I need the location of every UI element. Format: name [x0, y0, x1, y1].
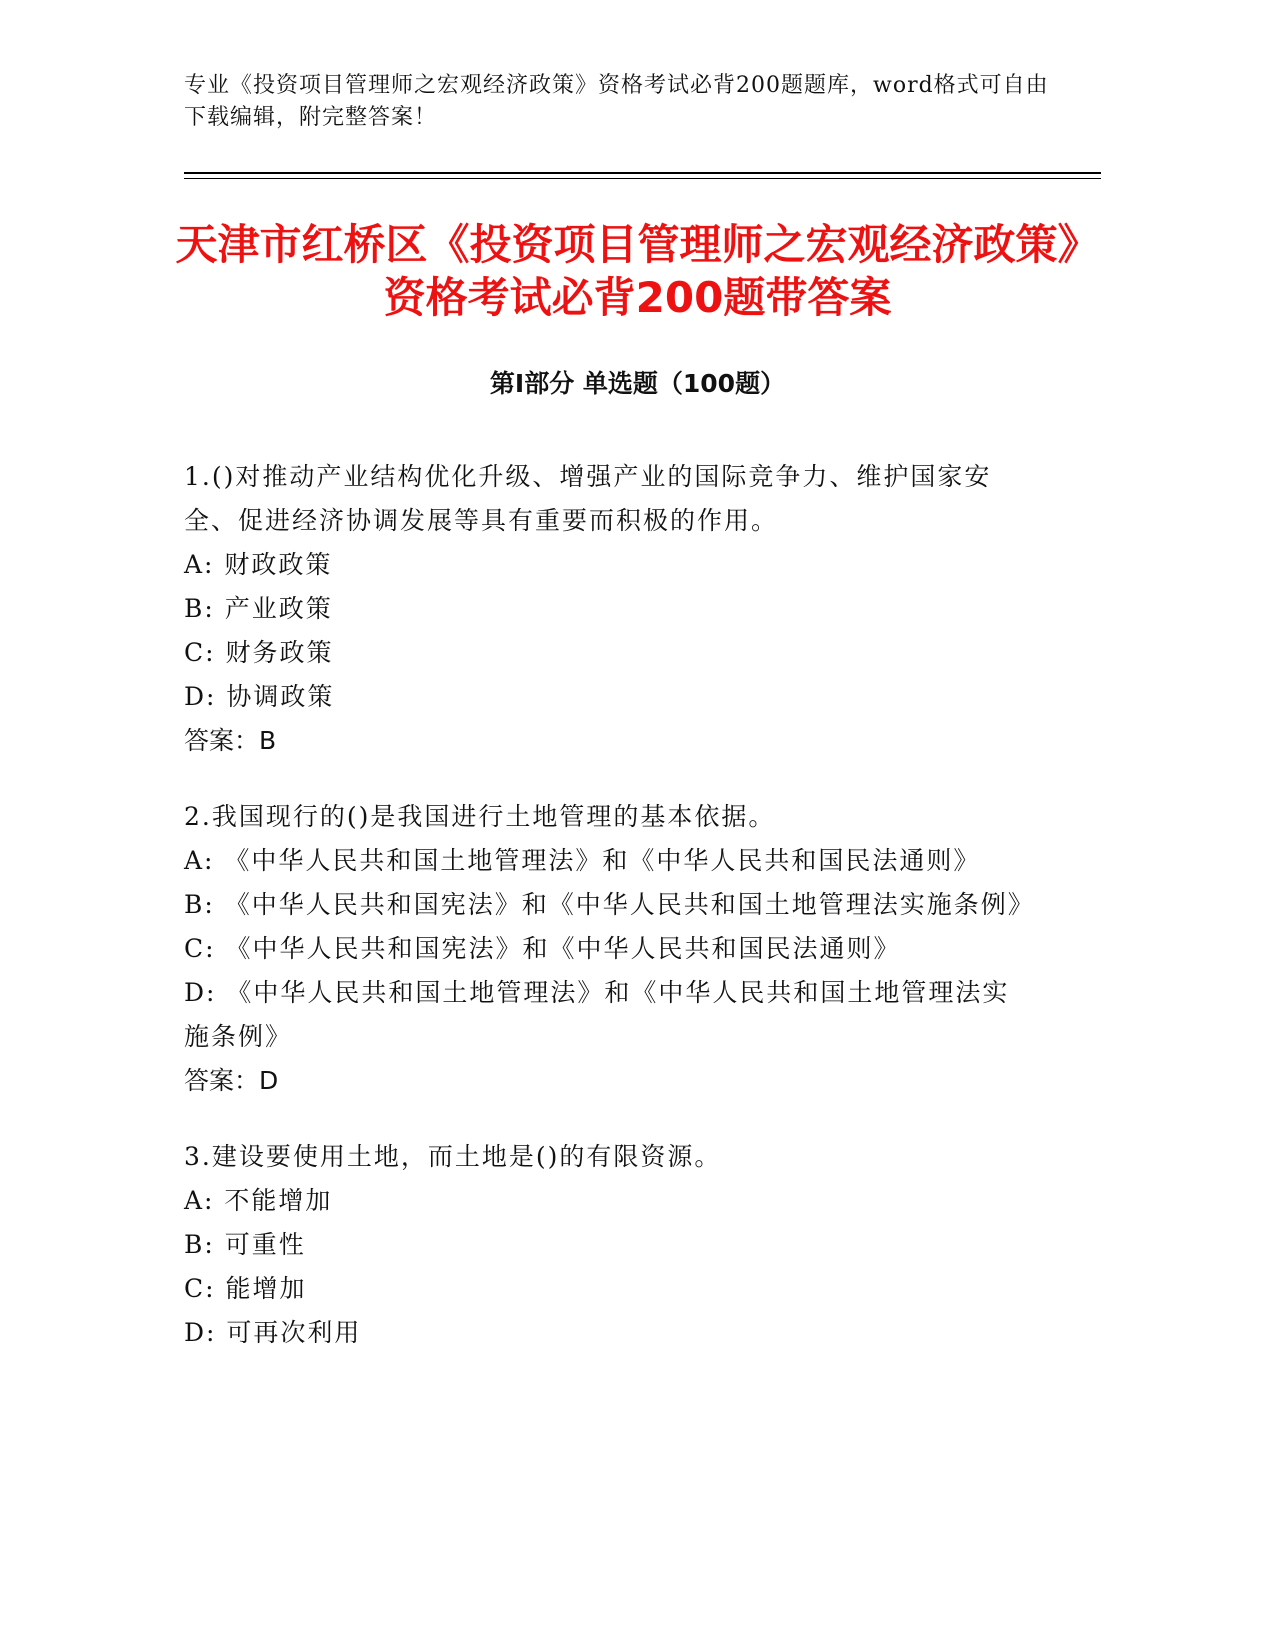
- answer-label: 答案：B: [184, 726, 277, 755]
- question-list: [184, 455, 1035, 1387]
- option-d: D: 《中华人民共和国土地管理法》和《中华人民共和国土地管理法实施条例》: [184, 978, 1010, 1051]
- option-a: A: 《中华人民共和国土地管理法》和《中华人民共和国民法通则》: [184, 846, 981, 875]
- answer-label: 答案：D: [184, 1066, 279, 1095]
- option-a: A: 不能增加: [184, 1186, 333, 1215]
- option-c: C: 能增加: [184, 1274, 307, 1303]
- question-stem: 3.建设要使用土地，而土地是()的有限资源。: [184, 1142, 722, 1171]
- header-rule-thick: [184, 172, 1101, 174]
- option-b: B: 《中华人民共和国宪法》和《中华人民共和国土地管理法实施条例》: [184, 890, 1035, 919]
- question-stem: 1.()对推动产业结构优化升级、增强产业的国际竞争力、维护国家安全、促进经济协调发展等具有重要而积极的作用。: [184, 462, 992, 535]
- option-b: B: 可重性: [184, 1230, 306, 1259]
- page-header-text: 专业《投资项目管理师之宏观经济政策》资格考试必背200题题库，word格式可自由下载编辑，附完整答案！: [184, 73, 1049, 130]
- option-b: B: 产业政策: [184, 594, 333, 623]
- question-1: [184, 455, 1029, 763]
- question-stem: 2.我国现行的()是我国进行土地管理的基本依据。: [184, 802, 776, 831]
- option-c: C: 财务政策: [184, 638, 334, 667]
- question-3: [184, 1135, 1029, 1355]
- option-d: D: 可再次利用: [184, 1318, 362, 1347]
- section-title: 第Ⅰ部分 单选题（100题）: [489, 369, 786, 398]
- question-2: [184, 795, 1035, 1103]
- option-c: C: 《中华人民共和国宪法》和《中华人民共和国民法通则》: [184, 934, 901, 963]
- option-d: D: 协调政策: [184, 682, 335, 711]
- document-title: 天津市红桥区《投资项目管理师之宏观经济政策》资格考试必背200题带答案: [175, 220, 1100, 322]
- option-a: A: 财政政策: [184, 550, 333, 579]
- header-rule-thin: [184, 178, 1101, 179]
